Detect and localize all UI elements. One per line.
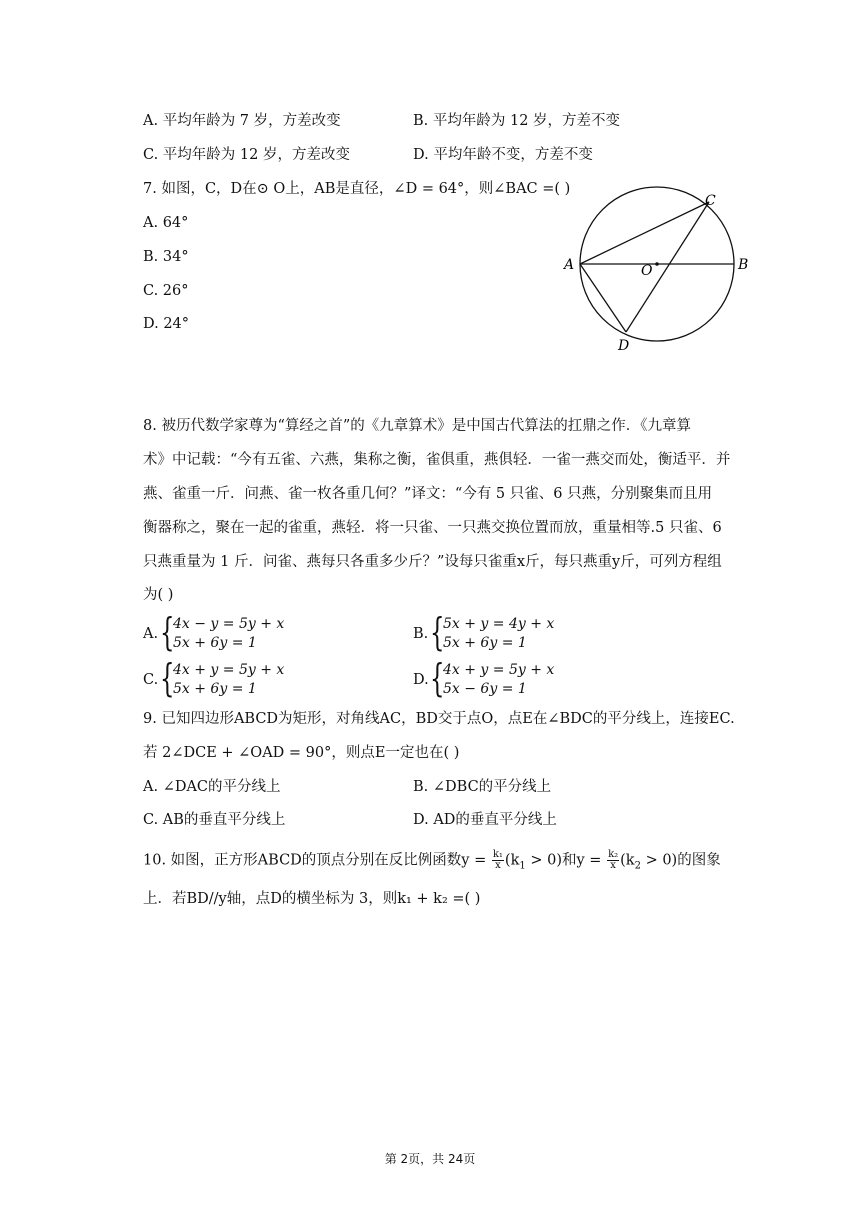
q10-line-1: [143, 850, 721, 876]
q10-text-d: (k: [620, 852, 635, 869]
q10-text-c: > 0)和y =: [525, 852, 607, 869]
q8-b-eq2: 5x + 6y = 1: [443, 635, 527, 651]
q10-frac-k1-den: x: [495, 860, 501, 871]
q9-option-a: A. ∠DAC的平分线上: [143, 779, 281, 795]
q9-line-2: 若 2∠DCE + ∠OAD = 90°，则点E一定也在( ): [143, 745, 460, 761]
point-a-label: A: [564, 257, 575, 273]
q6-option-a: A. 平均年龄为 7 岁，方差改变: [143, 113, 341, 129]
q10-text-a: 10. 如图，正方形ABCD的顶点分别在反比例函数y =: [143, 852, 491, 869]
q8-d-eq1: 4x + y = 5y + x: [443, 662, 555, 678]
q8-option-d-label: D.: [413, 672, 429, 688]
q6-option-b: B. 平均年龄为 12 岁，方差不变: [413, 113, 621, 129]
q8-option-b-label: B.: [413, 626, 429, 642]
point-b-label: B: [738, 257, 749, 273]
q10-text-b: (k: [504, 852, 520, 869]
q8-a-eq1: 4x − y = 5y + x: [173, 616, 285, 632]
q10-frac-k2: [607, 850, 619, 871]
q10-line-2: 上．若BD//y轴，点D的横坐标为 3，则k₁ + k₂ =( ): [143, 891, 481, 907]
q8-line-5: 只燕重量为 1 斤．问雀、燕每只各重多少斤？”设每只雀重x斤，每只燕重y斤，可列方程组: [143, 554, 722, 570]
q10-sub-2: 2: [634, 860, 641, 872]
q7-stem: 7. 如图，C，D在⊙ O上，AB是直径，∠D = 64°，则∠BAC =( ): [143, 181, 571, 197]
q8-a-eq2: 5x + 6y = 1: [173, 635, 257, 651]
q7-option-a: A. 64°: [143, 215, 189, 231]
q8-option-c-label: C.: [143, 672, 159, 688]
q10-frac-k1-num: k₁: [492, 849, 503, 860]
point-c-label: C: [705, 193, 716, 209]
q9-option-b: B. ∠DBC的平分线上: [413, 779, 552, 795]
q8-c-eq2: 5x + 6y = 1: [173, 681, 257, 697]
q8-line-4: 衡器称之，聚在一起的雀重，燕轻．将一只雀、一只燕交换位置而放，重量相等.5 只雀、6: [143, 520, 722, 536]
q9-option-d: D. AD的垂直平分线上: [413, 812, 557, 828]
q7-option-b: B. 34°: [143, 249, 189, 265]
point-d-label: D: [618, 338, 630, 354]
q10-sub-1: 1: [519, 860, 526, 872]
q10-frac-k2-den: x: [610, 860, 616, 871]
q7-option-d: D. 24°: [143, 316, 190, 332]
q8-c-eq1: 4x + y = 5y + x: [173, 662, 285, 678]
q8-line-1: 8. 被历代数学家尊为“算经之首”的《九章算术》是中国古代算法的扛鼎之作．《九章算: [143, 418, 692, 434]
q10-text-e: > 0)的图象: [640, 852, 721, 869]
q9-line-1: 9. 已知四边形ABCD为矩形，对角线AC，BD交于点O，点E在∠BDC的平分线上，连接EC.: [143, 711, 735, 727]
circle-figure: [560, 180, 760, 355]
q8-line-6: 为( ): [143, 587, 174, 603]
q9-option-c: C. AB的垂直平分线上: [143, 812, 286, 828]
q6-option-d: D. 平均年龄不变，方差不变: [413, 147, 593, 163]
q8-b-eq1: 5x + y = 4y + x: [443, 616, 555, 632]
q10-frac-k2-num: k₂: [608, 849, 619, 860]
q10-frac-k1: [492, 850, 504, 871]
point-o-label: O: [641, 263, 653, 279]
q8-line-2: 术》中记载：“今有五雀、六燕，集称之衡，雀俱重，燕俱轻．一雀一燕交而处，衡适平．并: [143, 452, 731, 468]
q7-option-c: C. 26°: [143, 283, 189, 299]
page-footer: 第 2页，共 24页: [384, 1152, 476, 1166]
q8-d-eq2: 5x − 6y = 1: [443, 681, 527, 697]
q6-option-c: C. 平均年龄为 12 岁，方差改变: [143, 147, 350, 163]
q8-line-3: 燕、雀重一斤．问燕、雀一枚各重几何？”译文：“今有 5 只雀、6 只燕，分别聚集而且用: [143, 486, 713, 502]
q8-option-a-label: A.: [143, 626, 159, 642]
